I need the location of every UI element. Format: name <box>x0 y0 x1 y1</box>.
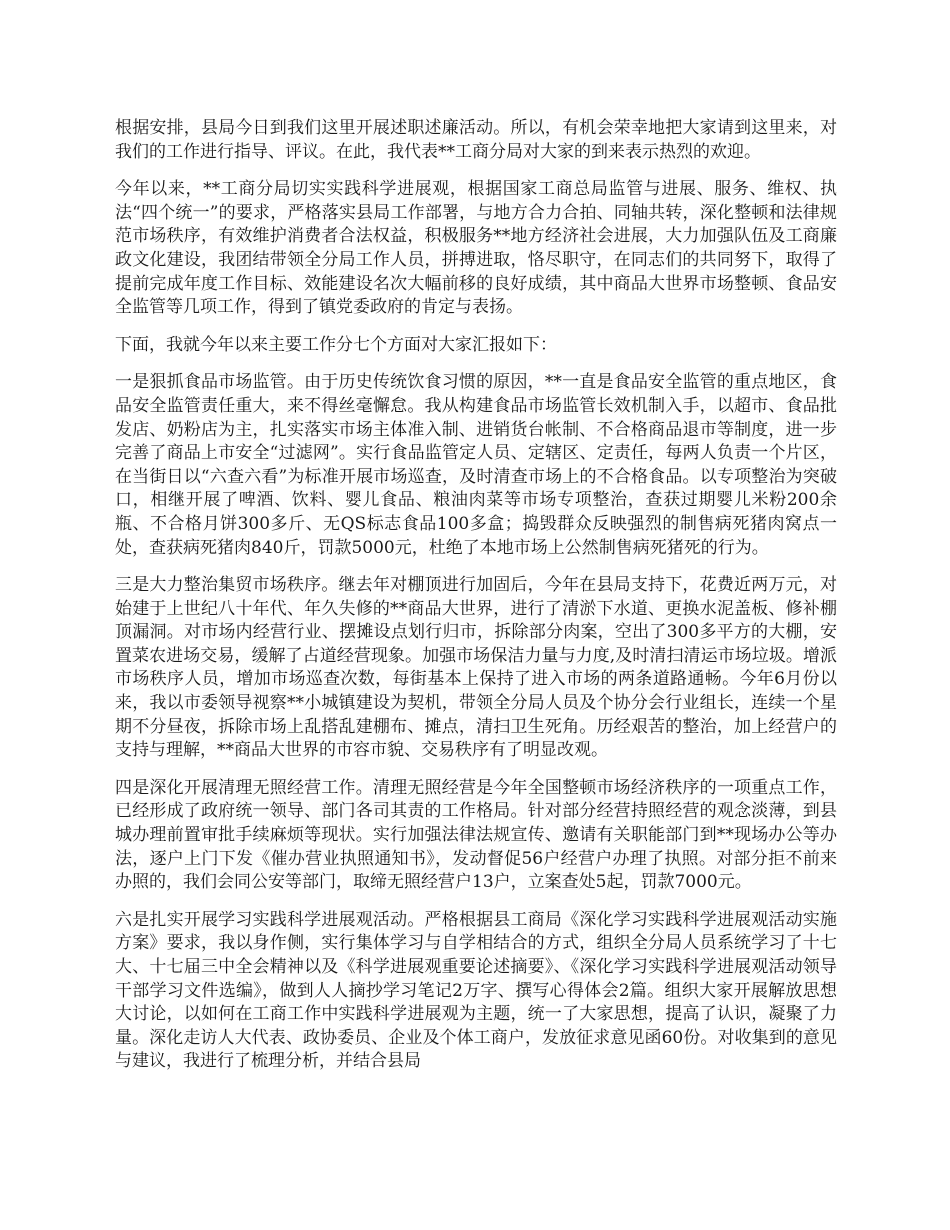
paragraph-study-activity: 六是扎实开展学习实践科学进展观活动。严格根据县工商局《深化学习实践科学进展观活动实施方案》要求，我以身作侧，实行集体学习与自学相结合的方式，组织全分局人员系统学习了十七大、十七届三中全会精神以及《科学进展观重要论述摘要》、《深化学习实践科学进展观活动领导干部学习文件选编》，做到人人摘抄学习笔记2万字、撰写心得体会2篇。组织大家开展解放思想大讨论，以如何在工商工作中实践科学进展观为主题，统一了大家思想，提高了认识，凝聚了力量。深化走访人大代表、政协委员、企业及个体工商户，发放征求意见函60份。对收集到的意见与建议，我进行了梳理分析，并结合县局 <box>115 909 837 1072</box>
document-body <box>115 117 837 1088</box>
paragraph-market-order: 三是大力整治集贸市场秩序。继去年对棚顶进行加固后，今年在县局支持下，花费近两万元，对始建于上世纪八十年代、年久失修的**商品大世界，进行了清淤下水道、更换水泥盖板、修补棚顶漏洞。对市场内经营行业、摆摊设点划行归市，拆除部分肉案，空出了300多平方的大棚，安置菜农进场交易，缓解了占道经营现象。加强市场保洁力量与力度,及时清扫清运市场垃圾。增派市场秩序人员，增加市场巡查次数，每街基本上保持了进入市场的两条道路通畅。今年6月份以来，我以市委领导视察**小城镇建设为契机，带领全分局人员及个协分会行业组长，连续一个星期不分昼夜，拆除市场上乱搭乱建棚布、摊点，清扫卫生死角。历经艰苦的整治，加上经营户的支持与理解，**商品大世界的市容市貌、交易秩序有了明显改观。 <box>115 575 837 761</box>
paragraph-unlicensed-business: 四是深化开展清理无照经营工作。清理无照经营是今年全国整顿市场经济秩序的一项重点工作，已经形成了政府统一领导、部门各司其责的工作格局。针对部分经营持照经营的观念淡薄，到县城办理前置审批手续麻烦等现状。实行加强法律法规宣传、邀请有关职能部门到**现场办公等办法，逐户上门下发《催办营业执照通知书》，发动督促56户经营户办理了执照。对部分拒不前来办照的，我们会同公安等部门，取缔无照经营户13户，立案查处5起，罚款7000元。 <box>115 777 837 893</box>
paragraph-intro: 根据安排，县局今日到我们这里开展述职述廉活动。所以，有机会荣幸地把大家请到这里来，对我们的工作进行指导、评议。在此，我代表**工商分局对大家的到来表示热烈的欢迎。 <box>115 118 837 162</box>
paragraph-outline: 下面，我就今年以来主要工作分七个方面对大家汇报如下： <box>115 334 557 355</box>
paragraph-food-supervision: 一是狠抓食品市场监管。由于历史传统饮食习惯的原因，**一直是食品安全监管的重点地区，食品安全监管责任重大，来不得丝毫懈怠。我从构建食品市场监管长效机制入手，以超市、食品批发店、奶粉店为主，扎实落实市场主体准入制、进销货台帐制、不合格商品退市等制度，进一步完善了商品上市安全“过滤网”。实行食品监管定人员、定辖区、定责任，每两人负责一个片区，在当街日以“六查六看”为标准开展市场巡查，及时清查市场上的不合格食品。以专项整治为突破口，相继开展了啤酒、饮料、婴儿食品、粮油肉菜等市场专项整治，查获过期婴儿米粉200余瓶、不合格月饼300多斤、无QS标志食品100多盒；捣毁群众反映强烈的制售病死猪肉窝点一处，查获病死猪肉840斤，罚款5000元，杜绝了本地市场上公然制售病死猪死的行为。 <box>115 372 837 558</box>
paragraph-overview: 今年以来，**工商分局切实实践科学进展观，根据国家工商总局监管与进展、服务、维权、执法“四个统一”的要求，严格落实县局工作部署，与地方合力合拍、同轴共转，深化整顿和法律规范市场秩序，有效维护消费者合法权益，积极服务**地方经济社会进展，大力加强队伍及工商廉政文化建设，我团结带领全分局工作人员，拼搏进取，恪尽职守，在同志们的共同努下，取得了提前完成年度工作目标、效能建设名次大幅前移的良好成绩，其中商品大世界市场整顿、食品安全监管等几项工作，得到了镇党委政府的肯定与表扬。 <box>115 179 837 318</box>
